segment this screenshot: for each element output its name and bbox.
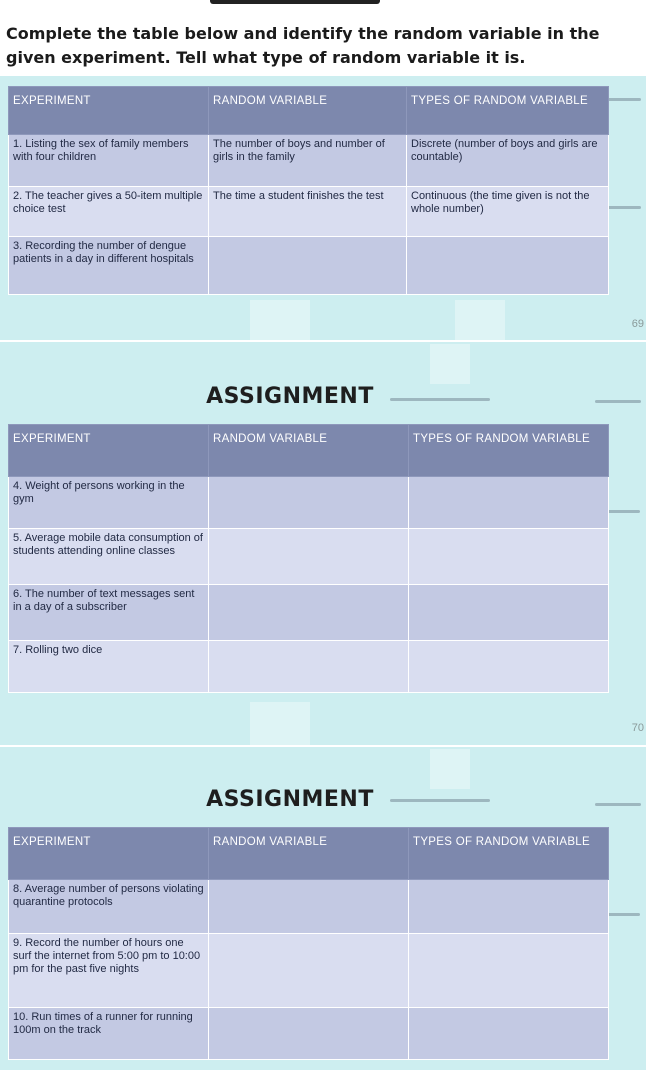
header-random-variable: RANDOM VARIABLE — [209, 87, 407, 135]
cell-experiment: 6. The number of text messages sent in a day of a subscriber — [9, 585, 209, 641]
table-row — [9, 237, 609, 295]
answer-cell-type[interactable] — [409, 641, 609, 693]
header-random-variable: RANDOM VARIABLE — [209, 425, 409, 477]
background-tile — [430, 749, 470, 789]
table-header-row — [9, 87, 609, 135]
background-stroke — [595, 400, 641, 403]
page-number: 70 — [631, 722, 644, 734]
cell-experiment: 5. Average mobile data consumption of students attending online classes — [9, 529, 209, 585]
table-row — [9, 477, 609, 529]
answer-cell-variable[interactable] — [209, 1008, 409, 1060]
header-type: TYPES OF RANDOM VARIABLE — [409, 828, 609, 880]
cell-variable: The number of boys and number of girls in the family — [209, 135, 407, 187]
cell-experiment: 7. Rolling two dice — [9, 641, 209, 693]
table-row — [9, 1008, 609, 1060]
answer-cell-variable[interactable] — [209, 880, 409, 934]
cell-experiment: 8. Average number of persons violating quarantine protocols — [9, 880, 209, 934]
assignment-title: ASSIGNMENT — [206, 384, 374, 409]
answer-cell-type[interactable] — [409, 1008, 609, 1060]
instructions-text: Complete the table below and identify the random variable in the given experiment. Tell what type of random variable it is. — [0, 6, 646, 76]
table-row — [9, 187, 609, 237]
background-tile — [430, 344, 470, 384]
slide-panel-3 — [0, 747, 646, 1070]
background-stroke — [595, 803, 641, 806]
background-tile — [250, 702, 310, 745]
assignment-title: ASSIGNMENT — [206, 787, 374, 812]
table-header-row — [9, 425, 609, 477]
assignment-table-1 — [8, 424, 609, 693]
table-row — [9, 934, 609, 1008]
answer-cell-type[interactable] — [409, 934, 609, 1008]
table-row — [9, 585, 609, 641]
cell-experiment: 10. Run times of a runner for running 100m on the track — [9, 1008, 209, 1060]
background-tile — [455, 300, 505, 340]
answer-cell-variable[interactable] — [209, 641, 409, 693]
cell-experiment: 1. Listing the sex of family members with four children — [9, 135, 209, 187]
answer-cell-variable[interactable] — [209, 477, 409, 529]
page-number: 69 — [631, 318, 644, 330]
cell-variable — [209, 237, 407, 295]
answer-cell-type[interactable] — [409, 529, 609, 585]
table-header-row — [9, 828, 609, 880]
slide-panel-2 — [0, 342, 646, 745]
cell-type — [407, 237, 609, 295]
cell-type: Discrete (number of boys and girls are countable) — [407, 135, 609, 187]
header-random-variable: RANDOM VARIABLE — [209, 828, 409, 880]
cell-experiment: 2. The teacher gives a 50-item multiple choice test — [9, 187, 209, 237]
answer-cell-type[interactable] — [409, 880, 609, 934]
answer-cell-type[interactable] — [409, 477, 609, 529]
header-experiment: EXPERIMENT — [9, 425, 209, 477]
header-type: TYPES OF RANDOM VARIABLE — [407, 87, 609, 135]
cell-type: Continuous (the time given is not the whole number) — [407, 187, 609, 237]
cell-experiment: 4. Weight of persons working in the gym — [9, 477, 209, 529]
answer-cell-variable[interactable] — [209, 529, 409, 585]
assignment-table-2 — [8, 827, 609, 1060]
cell-variable: The time a student finishes the test — [209, 187, 407, 237]
example-table — [8, 86, 609, 295]
table-row — [9, 529, 609, 585]
slide-panel-1 — [0, 0, 646, 340]
table-row — [9, 880, 609, 934]
table-row — [9, 641, 609, 693]
table-row — [9, 135, 609, 187]
cell-experiment: 9. Record the number of hours one surf the internet from 5:00 pm to 10:00 pm for the past five nights — [9, 934, 209, 1008]
cell-experiment: 3. Recording the number of dengue patients in a day in different hospitals — [9, 237, 209, 295]
header-experiment: EXPERIMENT — [9, 828, 209, 880]
background-tile — [250, 300, 310, 340]
header-experiment: EXPERIMENT — [9, 87, 209, 135]
header-type: TYPES OF RANDOM VARIABLE — [409, 425, 609, 477]
answer-cell-variable[interactable] — [209, 585, 409, 641]
answer-cell-variable[interactable] — [209, 934, 409, 1008]
answer-cell-type[interactable] — [409, 585, 609, 641]
